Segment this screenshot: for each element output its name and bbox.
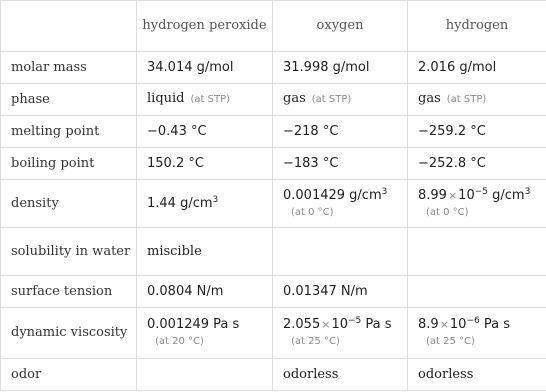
row-label: odor (1, 359, 137, 391)
power-base: 10 (331, 317, 348, 332)
unit-exponent: 3 (381, 186, 388, 197)
condition-note: (at 25 °C) (426, 336, 475, 347)
row-label: molar mass (1, 52, 137, 84)
column-header-oxygen: oxygen (273, 1, 408, 52)
table-row-dynamic-viscosity (1, 308, 546, 359)
value-cell: miscible (137, 228, 273, 276)
power-base: 10 (449, 317, 467, 332)
value-cell: 0.0804 N/m (137, 276, 273, 308)
value-cell (408, 308, 546, 359)
table-row-solubility (1, 228, 546, 276)
power-base: 10 (458, 187, 475, 203)
unit-exponent: 3 (524, 186, 531, 197)
density-value: 0.001429 g/cm (283, 187, 382, 203)
value-cell (137, 308, 273, 359)
table-row-molar-mass (1, 52, 546, 84)
mantissa: 8.9 (418, 317, 439, 332)
phase-value: gas (283, 91, 306, 106)
mantissa: 8.99 (418, 187, 447, 203)
value-cell: odorless (408, 359, 546, 391)
value-cell: 2.016 g/mol (408, 52, 546, 84)
condition-note: (at 0 °C) (291, 206, 334, 218)
table-row-phase (1, 84, 546, 116)
value-cell: −183 °C (273, 148, 408, 180)
table-row-odor (1, 359, 546, 391)
value-cell: odorless (273, 359, 408, 391)
density-value: 1.44 g/cm (147, 195, 213, 211)
unit: Pa s (479, 317, 510, 332)
value-cell (273, 228, 408, 276)
times-sign: × (439, 318, 449, 331)
value-cell (273, 308, 408, 359)
value-cell (273, 84, 408, 116)
row-label: surface tension (1, 276, 137, 308)
column-header-hydrogen-peroxide: hydrogen peroxide (137, 1, 273, 52)
condition-note: (at 20 °C) (155, 336, 204, 347)
viscosity-value: 0.001249 Pa s (147, 317, 240, 332)
value-cell: 34.014 g/mol (137, 52, 273, 84)
condition-note: (at STP) (190, 94, 231, 105)
unit: g/cm (488, 187, 525, 203)
table-row-boiling-point (1, 148, 546, 180)
value-cell: −0.43 °C (137, 116, 273, 148)
unit-exponent: 3 (212, 194, 219, 205)
condition-note: (at 0 °C) (426, 206, 469, 218)
phase-value: gas (418, 91, 441, 106)
row-label: solubility in water (1, 228, 137, 276)
row-label: dynamic viscosity (1, 308, 137, 359)
table-row-melting-point (1, 116, 546, 148)
row-label: melting point (1, 116, 137, 148)
column-header-hydrogen: hydrogen (408, 1, 546, 52)
value-cell: −252.8 °C (408, 148, 546, 180)
value-cell (273, 180, 408, 228)
header-row (1, 1, 546, 52)
power-exponent: −5 (347, 316, 362, 326)
corner-cell (1, 1, 137, 52)
row-label: phase (1, 84, 137, 116)
table-row-density (1, 180, 546, 228)
value-cell (137, 84, 273, 116)
times-sign: × (447, 188, 458, 202)
value-cell: −259.2 °C (408, 116, 546, 148)
value-cell (408, 276, 546, 308)
value-cell (137, 359, 273, 391)
value-cell (408, 84, 546, 116)
unit: Pa s (361, 317, 392, 332)
row-label: density (1, 180, 137, 228)
times-sign: × (321, 318, 331, 331)
phase-value: liquid (147, 91, 185, 106)
value-cell: 0.01347 N/m (273, 276, 408, 308)
table-row-surface-tension (1, 276, 546, 308)
condition-note: (at STP) (311, 94, 352, 105)
value-cell: 150.2 °C (137, 148, 273, 180)
value-cell: −218 °C (273, 116, 408, 148)
power-exponent: −5 (474, 186, 488, 197)
mantissa: 2.055 (283, 317, 321, 332)
value-cell (408, 180, 546, 228)
condition-note: (at STP) (446, 94, 487, 105)
value-cell (408, 228, 546, 276)
row-label: boiling point (1, 148, 137, 180)
condition-note: (at 25 °C) (291, 336, 340, 347)
power-exponent: −6 (466, 316, 480, 326)
value-cell: 31.998 g/mol (273, 52, 408, 84)
value-cell (137, 180, 273, 228)
